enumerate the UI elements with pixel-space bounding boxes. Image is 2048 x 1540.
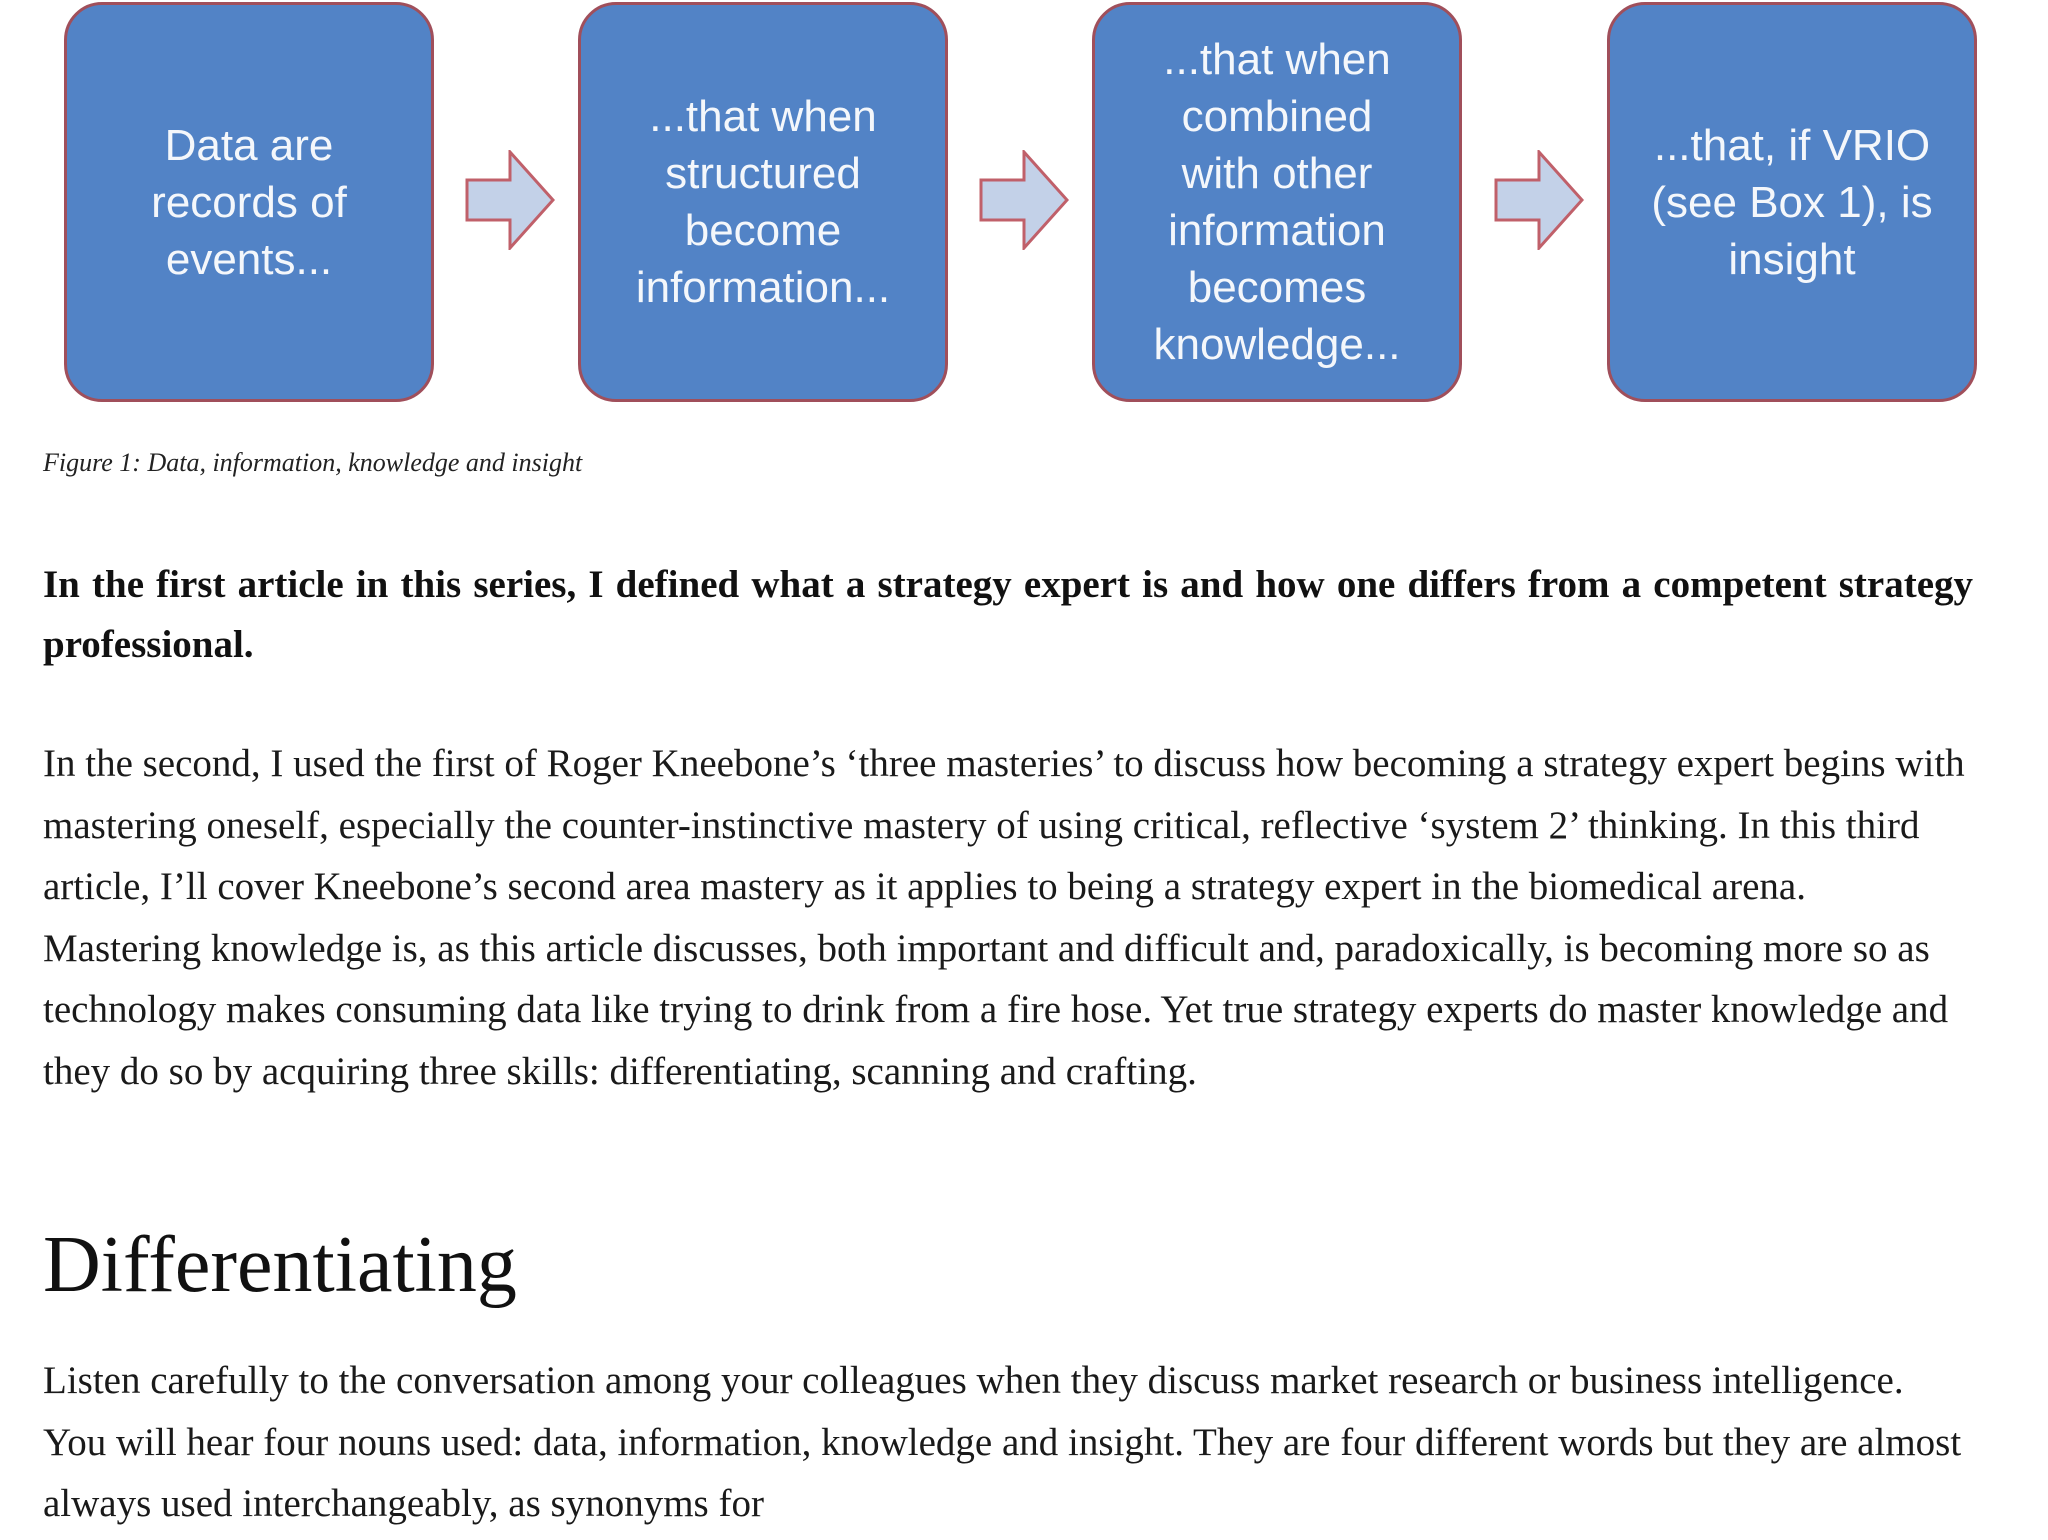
- flow-box-insight: [1607, 2, 1977, 402]
- body-paragraph: In the second, I used the first of Roger Kneebone’s ‘three masteries’ to discuss how becoming a strategy expert begins with mastering oneself, especially the counter-instinctive mastery of using critical, reflective ‘system 2’ thinking. In this third article, I’ll cover Kneebone’s second area mastery as it applies to being a strategy expert in the biomedical arena. Mastering knowledge is, as this article discusses, both important and difficult and, paradoxically, is becoming more so as technology makes consuming data like trying to drink from a fire hose. Yet true strategy experts do master knowledge and they do so by acquiring three skills: differentiating, scanning and crafting.: [43, 742, 1965, 1093]
- flow-diagram: [0, 0, 2048, 420]
- flow-box-knowledge: [1092, 2, 1462, 402]
- flow-box-data-text: Data are records of events...: [151, 120, 347, 284]
- right-arrow-icon: [1494, 150, 1584, 250]
- right-arrow-icon: [465, 150, 555, 250]
- right-arrow-icon: [979, 150, 1069, 250]
- section-heading: Differentiating: [43, 1221, 517, 1309]
- flow-box-insight-text: ...that, if VRIO (see Box 1), is insight: [1651, 120, 1933, 284]
- flow-box-data: [64, 2, 434, 402]
- body-paragraph: Listen carefully to the conversation among your colleagues when they discuss market research or business intelligence. You will hear four nouns used: data, information, knowledge and insight. They are four different words but they are almost always used interchangeably, as synonyms for: [43, 1359, 1962, 1525]
- flow-box-knowledge-text: ...that when combined with other information becomes knowledge...: [1153, 35, 1401, 369]
- flow-box-information: [578, 2, 948, 402]
- figure-caption: Figure 1: Data, information, knowledge and insight: [43, 448, 583, 477]
- flow-box-information-text: ...that when structured become information...: [635, 92, 891, 312]
- lead-paragraph: In the first article in this series, I defined what a strategy expert is and how one differs from a competent strategy professional.: [43, 563, 1973, 666]
